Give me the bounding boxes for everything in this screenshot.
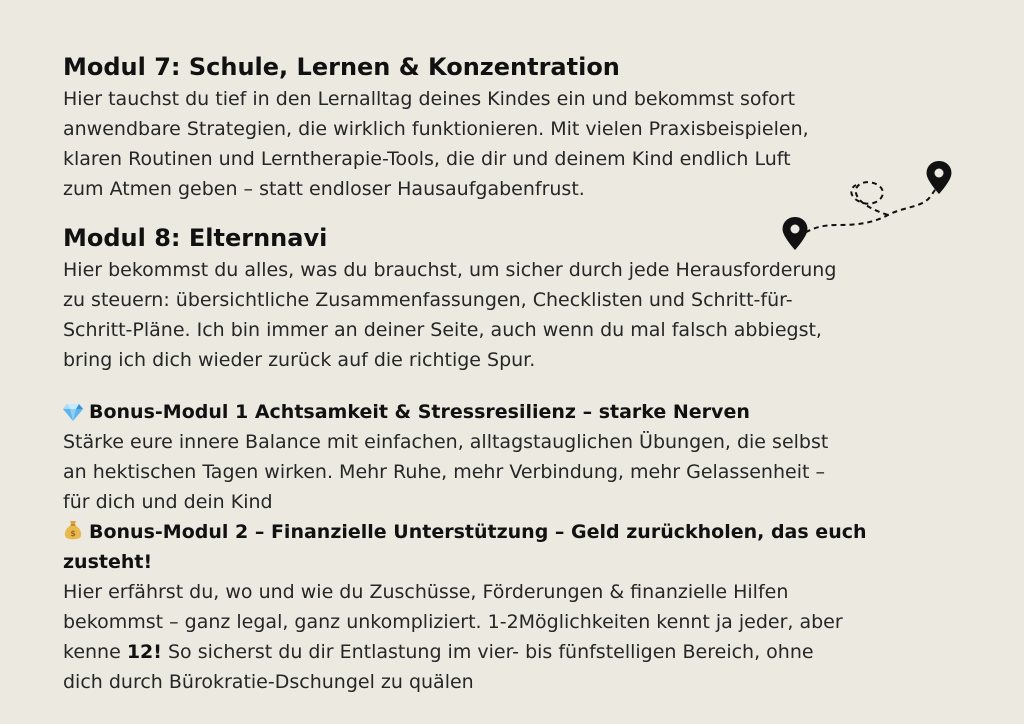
bonus-module-1 [63, 397, 973, 517]
gem-icon [63, 403, 83, 421]
text-line: zum Atmen geben – statt endloser Hausaufgabenfrust. [63, 178, 585, 200]
bonus-module-2 [63, 517, 973, 697]
text-fragment: So sicherst du dir Entlastung im vier- bis fünfstelligen Bereich, ohne [161, 641, 814, 663]
highlight-number: 12! [126, 641, 162, 663]
text-fragment: kenne [63, 641, 127, 663]
module-8-title: Modul 8: Elternnavi [63, 224, 328, 252]
text-line: dich durch Bürokratie-Dschungel zu quälen [63, 671, 474, 693]
text-line: Hier erfährst du, wo und wie du Zuschüsse, Förderungen & finanzielle Hilfen [63, 581, 789, 603]
text-line: Stärke eure innere Balance mit einfachen, alltagstauglichen Übungen, die selbst [63, 431, 829, 453]
text-line: klaren Routinen und Lerntherapie-Tools, die dir und deinem Kind endlich Luft [63, 148, 791, 170]
map-pin-icon [927, 161, 952, 194]
bonus-title-text: zusteht! [63, 551, 153, 573]
bonus-module-2-title [63, 517, 973, 577]
bonus-module-1-title [63, 397, 973, 427]
bonus-title-text: Bonus-Modul 2 – Finanzielle Unterstützung – Geld zurückholen, das euch [89, 521, 867, 543]
bonus-module-2-text [63, 577, 973, 697]
text-line: Hier tauchst du tief in den Lernalltag deines Kindes ein und bekommst sofort [63, 88, 796, 110]
route-map-pins-icon [778, 155, 958, 260]
text-line: anwendbare Strategien, die wirklich funktionieren. Mit vielen Praxisbeispielen, [63, 118, 809, 140]
text-line: bring ich dich wieder zurück auf die richtige Spur. [63, 349, 536, 371]
content [63, 50, 973, 697]
text-line: an hektischen Tagen wirken. Mehr Ruhe, mehr Verbindung, mehr Gelassenheit – [63, 461, 825, 483]
bonus-title-text: Bonus-Modul 1 Achtsamkeit & Stressresilienz – starke Nerven [89, 401, 750, 423]
bonus-module-1-text [63, 427, 973, 517]
text-line: für dich und dein Kind [63, 491, 273, 513]
text-line: Schritt-Pläne. Ich bin immer an deiner Seite, auch wenn du mal falsch abbiegst, [63, 319, 822, 341]
text-line: Hier bekommst du alles, was du brauchst, um sicher durch jede Herausforderung [63, 259, 837, 281]
module-7-title: Modul 7: Schule, Lernen & Konzentration [63, 53, 620, 81]
text-line [63, 641, 814, 663]
text-line: bekommst – ganz legal, ganz unkompliziert. 1-2Möglichkeiten kennt ja jeder, aber [63, 611, 843, 633]
map-pin-icon [783, 217, 808, 250]
money-bag-icon [63, 519, 83, 541]
svg-text:$: $ [70, 529, 76, 538]
module-8-text [63, 255, 973, 375]
text-line: zu steuern: übersichtliche Zusammenfassungen, Checklisten und Schritt-für- [63, 289, 793, 311]
